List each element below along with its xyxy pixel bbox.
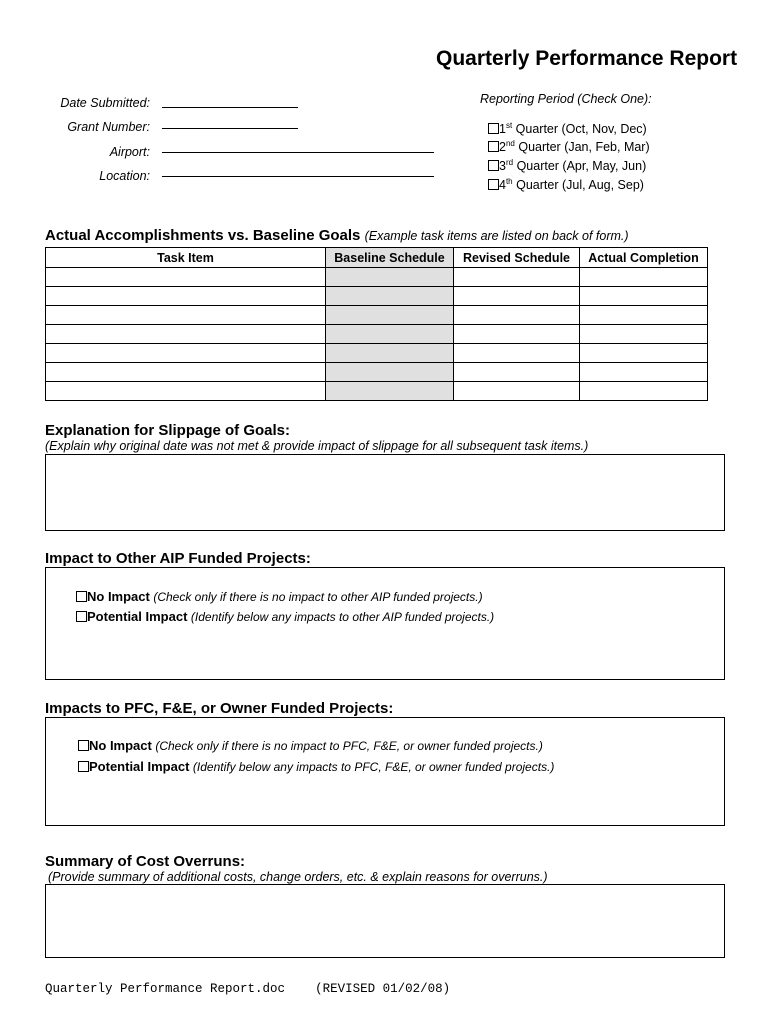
- table-row: [46, 363, 708, 382]
- cost-overruns-textarea[interactable]: [45, 884, 725, 958]
- date-submitted-label: Date Submitted:: [60, 96, 150, 110]
- revised-schedule-cell[interactable]: [454, 287, 580, 306]
- actual-completion-cell[interactable]: [580, 287, 708, 306]
- actual-completion-cell[interactable]: [580, 325, 708, 344]
- baseline-schedule-cell[interactable]: [326, 287, 454, 306]
- slippage-note: (Explain why original date was not met & provide impact of slippage for all subsequent task items.): [45, 439, 589, 453]
- quarter-1-checkbox[interactable]: [488, 123, 499, 134]
- pfc-impact-heading: Impacts to PFC, F&E, or Owner Funded Projects:: [45, 700, 394, 717]
- footer: [45, 982, 450, 996]
- table-row: [46, 306, 708, 325]
- actual-completion-cell[interactable]: [580, 344, 708, 363]
- task-item-cell[interactable]: [46, 363, 326, 382]
- actual-completion-cell[interactable]: [580, 363, 708, 382]
- task-item-cell[interactable]: [46, 325, 326, 344]
- table-header-row: [46, 248, 708, 268]
- actual-completion-cell[interactable]: [580, 306, 708, 325]
- aip-impact-heading: Impact to Other AIP Funded Projects:: [45, 550, 311, 567]
- revised-schedule-cell[interactable]: [454, 268, 580, 287]
- quarter-4-checkbox[interactable]: [488, 179, 499, 190]
- quarter-2-option[interactable]: 2nd Quarter (Jan, Feb, Mar): [488, 140, 650, 154]
- task-item-cell[interactable]: [46, 306, 326, 325]
- baseline-schedule-cell[interactable]: [326, 325, 454, 344]
- date-submitted-field[interactable]: [162, 107, 298, 108]
- cost-overruns-heading: Summary of Cost Overruns:: [45, 853, 246, 870]
- airport-label: Airport:: [109, 145, 150, 159]
- column-header-task-item: Task Item: [46, 248, 326, 268]
- pfc-potential-impact-option[interactable]: Potential Impact (Identify below any impacts to PFC, F&E, or owner funded projects.): [78, 759, 554, 774]
- baseline-schedule-cell[interactable]: [326, 382, 454, 401]
- actual-completion-cell[interactable]: [580, 382, 708, 401]
- baseline-schedule-cell[interactable]: [326, 268, 454, 287]
- footer-filename: Quarterly Performance Report.doc: [45, 982, 286, 996]
- page-title: Quarterly Performance Report: [436, 47, 738, 70]
- grant-number-label: Grant Number:: [67, 120, 150, 134]
- quarter-4-option[interactable]: 4th Quarter (Jul, Aug, Sep): [488, 178, 644, 192]
- column-header-revised-schedule: Revised Schedule: [454, 248, 580, 268]
- task-item-cell[interactable]: [46, 287, 326, 306]
- quarter-2-checkbox[interactable]: [488, 141, 499, 152]
- revised-schedule-cell[interactable]: [454, 344, 580, 363]
- task-item-cell[interactable]: [46, 382, 326, 401]
- table-row: [46, 382, 708, 401]
- table-row: [46, 325, 708, 344]
- slippage-textarea[interactable]: [45, 454, 725, 531]
- revised-schedule-cell[interactable]: [454, 325, 580, 344]
- slippage-heading: Explanation for Slippage of Goals:: [45, 422, 291, 439]
- airport-field[interactable]: [162, 152, 434, 153]
- table-row: [46, 268, 708, 287]
- column-header-baseline-schedule: Baseline Schedule: [326, 248, 454, 268]
- grant-number-field[interactable]: [162, 128, 298, 129]
- aip-no-impact-option[interactable]: No Impact (Check only if there is no impact to other AIP funded projects.): [76, 589, 483, 604]
- baseline-schedule-cell[interactable]: [326, 306, 454, 325]
- location-label: Location:: [99, 169, 150, 183]
- aip-no-impact-checkbox[interactable]: [76, 591, 87, 602]
- revised-schedule-cell[interactable]: [454, 382, 580, 401]
- accomplishments-heading: Actual Accomplishments vs. Baseline Goals (Example task items are listed on back of form.): [45, 227, 629, 244]
- task-item-cell[interactable]: [46, 268, 326, 287]
- quarter-1-option[interactable]: 1st Quarter (Oct, Nov, Dec): [488, 122, 647, 136]
- revised-schedule-cell[interactable]: [454, 306, 580, 325]
- reporting-period-label: Reporting Period (Check One):: [480, 92, 652, 106]
- accomplishments-note: (Example task items are listed on back of form.): [364, 229, 629, 243]
- pfc-potential-impact-checkbox[interactable]: [78, 761, 89, 772]
- column-header-actual-completion: Actual Completion: [580, 248, 708, 268]
- pfc-no-impact-option[interactable]: No Impact (Check only if there is no impact to PFC, F&E, or owner funded projects.): [78, 738, 543, 753]
- aip-potential-impact-checkbox[interactable]: [76, 611, 87, 622]
- revised-schedule-cell[interactable]: [454, 363, 580, 382]
- task-item-cell[interactable]: [46, 344, 326, 363]
- actual-completion-cell[interactable]: [580, 268, 708, 287]
- quarter-3-checkbox[interactable]: [488, 160, 499, 171]
- table-row: [46, 344, 708, 363]
- table-row: [46, 287, 708, 306]
- quarter-3-option[interactable]: 3rd Quarter (Apr, May, Jun): [488, 159, 646, 173]
- aip-potential-impact-option[interactable]: Potential Impact (Identify below any impacts to other AIP funded projects.): [76, 609, 494, 624]
- baseline-schedule-cell[interactable]: [326, 363, 454, 382]
- task-table: [45, 247, 708, 401]
- location-field[interactable]: [162, 176, 434, 177]
- baseline-schedule-cell[interactable]: [326, 344, 454, 363]
- cost-overruns-note: (Provide summary of additional costs, change orders, etc. & explain reasons for overruns.): [48, 870, 548, 884]
- pfc-no-impact-checkbox[interactable]: [78, 740, 89, 751]
- footer-revised: (REVISED 01/02/08): [315, 982, 451, 996]
